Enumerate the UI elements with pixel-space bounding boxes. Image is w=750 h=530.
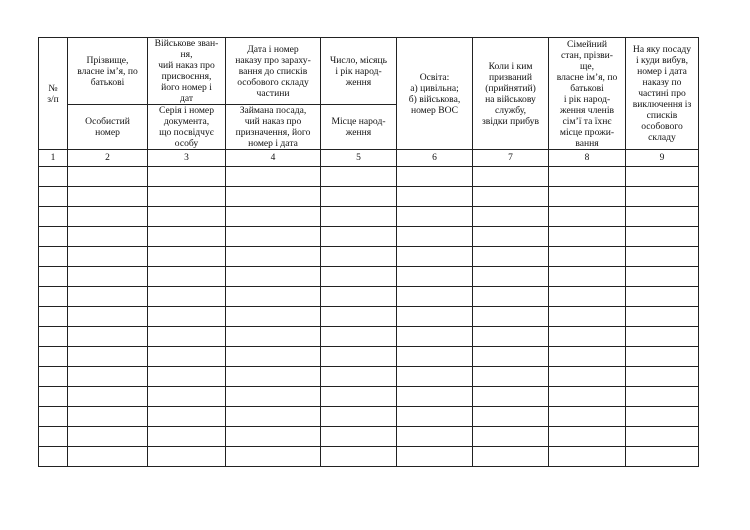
table-cell[interactable] [473, 267, 549, 287]
table-cell[interactable] [68, 447, 148, 467]
table-cell[interactable] [148, 427, 226, 447]
table-cell[interactable] [68, 167, 148, 187]
table-cell[interactable] [226, 427, 321, 447]
table-cell[interactable] [68, 227, 148, 247]
table-cell[interactable] [473, 247, 549, 267]
table-cell[interactable] [397, 267, 473, 287]
table-cell[interactable] [397, 327, 473, 347]
header-enrollment: Дата і номер наказу про зараху- вання до списків особового складу частини [226, 38, 321, 105]
column-number: 3 [148, 150, 226, 167]
table-row [39, 387, 699, 407]
table-cell[interactable] [68, 287, 148, 307]
table-cell[interactable] [397, 347, 473, 367]
header-family: Сімейний стан, прізви- ще, власне ім’я, по батькові і рік народ- ження членів сім’ї та їхнє місце прожи- вання [549, 38, 626, 150]
table-cell[interactable] [549, 407, 626, 427]
column-number: 6 [397, 150, 473, 167]
table-cell[interactable] [68, 427, 148, 447]
table-cell[interactable] [626, 367, 699, 387]
table-cell[interactable] [148, 407, 226, 427]
table-row [39, 247, 699, 267]
table-cell[interactable] [226, 227, 321, 247]
table-cell[interactable] [39, 367, 68, 387]
table-cell[interactable] [397, 427, 473, 447]
table-cell[interactable] [549, 367, 626, 387]
table-cell[interactable] [549, 227, 626, 247]
table-cell[interactable] [321, 307, 397, 327]
personnel-register-table [38, 37, 699, 467]
table-cell[interactable] [473, 447, 549, 467]
table-cell[interactable] [226, 267, 321, 287]
table-cell[interactable] [397, 187, 473, 207]
table-cell[interactable] [626, 187, 699, 207]
table-cell[interactable] [321, 347, 397, 367]
table-cell[interactable] [226, 327, 321, 347]
table-cell[interactable] [39, 347, 68, 367]
table-cell[interactable] [473, 387, 549, 407]
column-number: 5 [321, 150, 397, 167]
table-cell[interactable] [473, 167, 549, 187]
column-number: 1 [39, 150, 68, 167]
table-cell[interactable] [226, 447, 321, 467]
table-cell[interactable] [473, 347, 549, 367]
table-cell[interactable] [473, 327, 549, 347]
table-cell[interactable] [148, 247, 226, 267]
table-cell[interactable] [39, 407, 68, 427]
table-cell[interactable] [397, 367, 473, 387]
table-cell[interactable] [148, 347, 226, 367]
table-cell[interactable] [226, 247, 321, 267]
header-personal-number: Особистий номер [68, 105, 148, 150]
table-cell[interactable] [39, 447, 68, 467]
table-cell[interactable] [39, 427, 68, 447]
table-cell[interactable] [68, 367, 148, 387]
table-row [39, 427, 699, 447]
header-exclusion: На яку посаду і куди вибув, номер і дата наказу по частині про виключення із списків особового складу [626, 38, 699, 150]
table-cell[interactable] [39, 207, 68, 227]
table-cell[interactable] [39, 187, 68, 207]
table-cell[interactable] [321, 187, 397, 207]
table-cell[interactable] [68, 347, 148, 367]
table-cell[interactable] [148, 167, 226, 187]
table-cell[interactable] [321, 387, 397, 407]
column-number: 8 [549, 150, 626, 167]
table-cell[interactable] [321, 167, 397, 187]
table-cell[interactable] [549, 307, 626, 327]
table-cell[interactable] [626, 167, 699, 187]
header-birth-date: Число, місяць і рік народ- ження [321, 38, 397, 105]
table-cell[interactable] [39, 387, 68, 407]
table-cell[interactable] [321, 247, 397, 267]
table-cell[interactable] [148, 187, 226, 207]
table-cell[interactable] [626, 287, 699, 307]
table-cell[interactable] [549, 387, 626, 407]
table-cell[interactable] [148, 287, 226, 307]
column-number: 2 [68, 150, 148, 167]
header-conscription: Коли і ким призваний (прийнятий) на військову службу, звідки прибув [473, 38, 549, 150]
table-row [39, 367, 699, 387]
table-cell[interactable] [226, 167, 321, 187]
table-cell[interactable] [626, 207, 699, 227]
table-cell[interactable] [39, 247, 68, 267]
table-row [39, 207, 699, 227]
table-cell[interactable] [549, 167, 626, 187]
table-cell[interactable] [473, 207, 549, 227]
table-cell[interactable] [226, 307, 321, 327]
table-cell[interactable] [68, 267, 148, 287]
table-row [39, 307, 699, 327]
header-birth-place: Місце народ- ження [321, 105, 397, 150]
table-row [39, 407, 699, 427]
table-cell[interactable] [68, 387, 148, 407]
header-document: Серія і номер документа, що посвідчує особу [148, 105, 226, 150]
table-cell[interactable] [321, 367, 397, 387]
table-cell[interactable] [226, 347, 321, 367]
table-cell[interactable] [473, 307, 549, 327]
table-cell[interactable] [397, 247, 473, 267]
table-cell[interactable] [148, 367, 226, 387]
table-cell[interactable] [626, 247, 699, 267]
table-cell[interactable] [473, 407, 549, 427]
table-cell[interactable] [549, 287, 626, 307]
table-cell[interactable] [226, 367, 321, 387]
table-cell[interactable] [626, 307, 699, 327]
header-position: Займана посада, чий наказ про призначення, його номер і дата [226, 105, 321, 150]
table-row [39, 347, 699, 367]
table-cell[interactable] [549, 347, 626, 367]
table-cell[interactable] [626, 267, 699, 287]
table-cell[interactable] [397, 287, 473, 307]
table-cell[interactable] [397, 307, 473, 327]
table-cell[interactable] [626, 327, 699, 347]
table-cell[interactable] [626, 387, 699, 407]
table-cell[interactable] [626, 407, 699, 427]
column-number: 7 [473, 150, 549, 167]
table-cell[interactable] [148, 327, 226, 347]
table-cell[interactable] [39, 267, 68, 287]
table-row [39, 287, 699, 307]
header-num: № з/п [39, 38, 68, 150]
table-cell[interactable] [321, 427, 397, 447]
table-cell[interactable] [226, 207, 321, 227]
table-cell[interactable] [397, 407, 473, 427]
table-cell[interactable] [148, 387, 226, 407]
table-cell[interactable] [473, 427, 549, 447]
table-cell[interactable] [626, 347, 699, 367]
table-cell[interactable] [397, 167, 473, 187]
column-numbers-row [39, 150, 699, 167]
table-cell[interactable] [226, 387, 321, 407]
table-cell[interactable] [473, 367, 549, 387]
table-cell[interactable] [148, 227, 226, 247]
table-cell[interactable] [397, 227, 473, 247]
table-cell[interactable] [397, 387, 473, 407]
table-cell[interactable] [549, 267, 626, 287]
header-row-top [39, 38, 699, 105]
table-cell[interactable] [321, 207, 397, 227]
table-cell[interactable] [39, 167, 68, 187]
table-row [39, 447, 699, 467]
header-education: Освіта: а) цивільна; б) військова, номер ВОС [397, 38, 473, 150]
table-cell[interactable] [39, 287, 68, 307]
table-row [39, 227, 699, 247]
table-cell[interactable] [321, 227, 397, 247]
table-cell[interactable] [321, 447, 397, 467]
table-cell[interactable] [148, 307, 226, 327]
table-cell[interactable] [549, 427, 626, 447]
table-cell[interactable] [321, 267, 397, 287]
table-cell[interactable] [226, 407, 321, 427]
table-cell[interactable] [68, 247, 148, 267]
table-cell[interactable] [626, 447, 699, 467]
table-cell[interactable] [549, 447, 626, 467]
table-cell[interactable] [148, 267, 226, 287]
table-cell[interactable] [39, 227, 68, 247]
table-cell[interactable] [148, 207, 226, 227]
table-cell[interactable] [226, 187, 321, 207]
column-number: 9 [626, 150, 699, 167]
table-cell[interactable] [549, 187, 626, 207]
table-row [39, 167, 699, 187]
table-cell[interactable] [226, 287, 321, 307]
table-cell[interactable] [321, 287, 397, 307]
header-rank: Військове зван- ня, чий наказ про присвоєння, його номер і дат [148, 38, 226, 105]
table-cell[interactable] [68, 187, 148, 207]
table-row [39, 267, 699, 287]
table-cell[interactable] [321, 407, 397, 427]
table-cell[interactable] [397, 207, 473, 227]
table-cell[interactable] [473, 227, 549, 247]
table-cell[interactable] [148, 447, 226, 467]
table-cell[interactable] [68, 207, 148, 227]
table-cell[interactable] [549, 247, 626, 267]
table-cell[interactable] [473, 287, 549, 307]
table-cell[interactable] [68, 407, 148, 427]
table-row [39, 187, 699, 207]
header-name: Прізвище, власне ім’я, по батькові [68, 38, 148, 105]
column-number: 4 [226, 150, 321, 167]
table-cell[interactable] [68, 327, 148, 347]
table-cell[interactable] [321, 327, 397, 347]
table-cell[interactable] [68, 307, 148, 327]
table-cell[interactable] [549, 327, 626, 347]
table-cell[interactable] [626, 227, 699, 247]
table-cell[interactable] [39, 327, 68, 347]
table-cell[interactable] [397, 447, 473, 467]
table-row [39, 327, 699, 347]
table-cell[interactable] [549, 207, 626, 227]
table-cell[interactable] [473, 187, 549, 207]
table-cell[interactable] [626, 427, 699, 447]
table-cell[interactable] [39, 307, 68, 327]
table-body [39, 167, 699, 467]
